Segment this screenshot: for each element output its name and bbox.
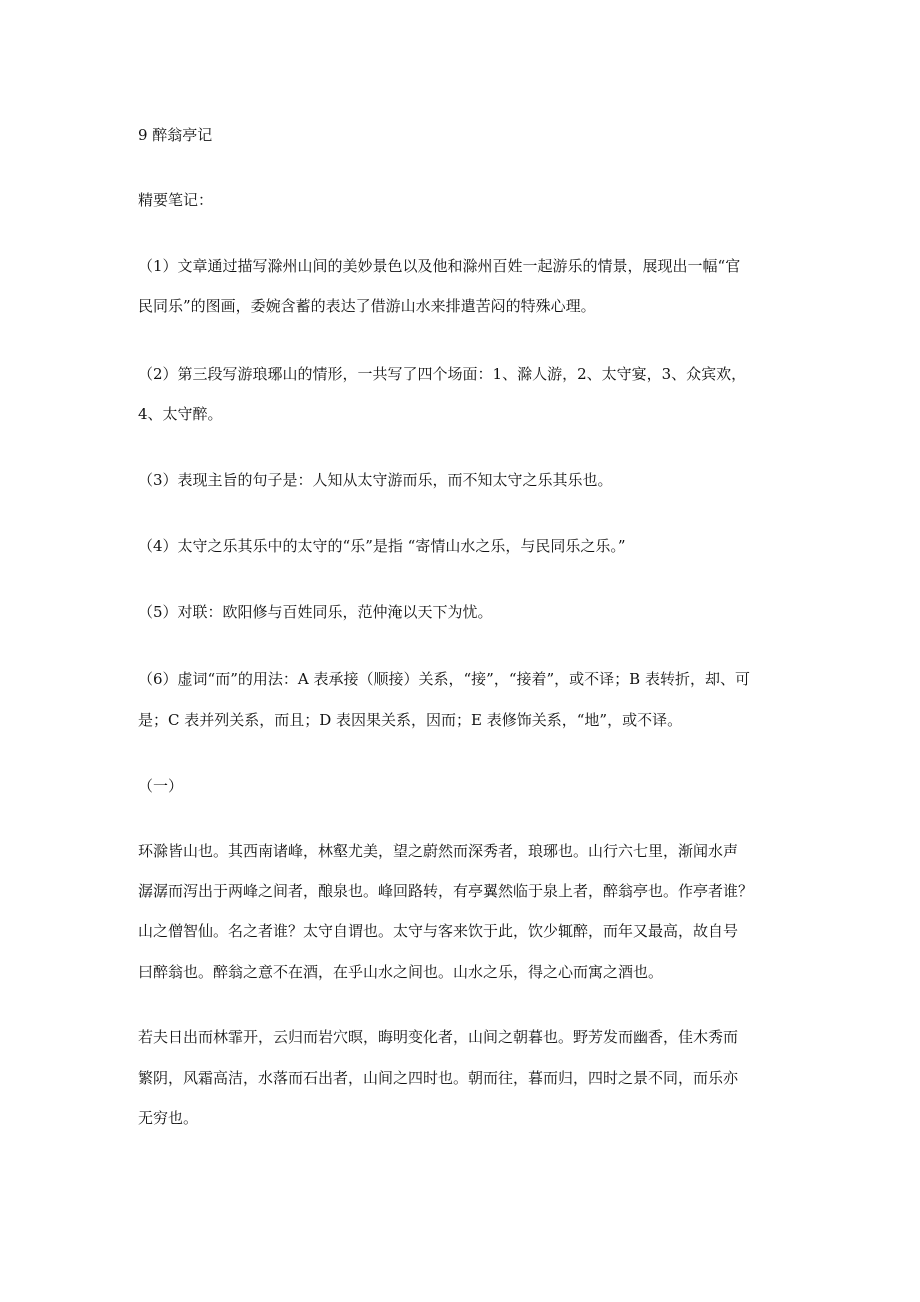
note-2-line-1: （2）第三段写游琅琊山的情形，一共写了四个场面：1、滁人游，2、太守宴，3、众宾欢，: [138, 365, 747, 383]
note-1-line-1: （1）文章通过描写滁州山间的美妙景色以及他和滁州百姓一起游乐的情景，展现出一幅“官: [138, 257, 741, 275]
passage-2-line-2: 繁阴，风霜高洁，水落而石出者，山间之四时也。朝而往，暮而归，四时之景不同，而乐亦: [138, 1069, 739, 1087]
note-2-line-2: 4、太守醉。: [138, 405, 223, 423]
note-1-line-2: 民同乐”的图画，委婉含蓄的表达了借游山水来排遣苦闷的特殊心理。: [138, 297, 596, 315]
passage-1-line-4: 曰醉翁也。醉翁之意不在酒，在乎山水之间也。山水之乐，得之心而寓之酒也。: [138, 963, 664, 981]
note-6-line-2: 是；C 表并列关系，而且；D 表因果关系，因而；E 表修饰关系，“地”，或不译。: [138, 711, 683, 729]
note-3: （3）表现主旨的句子是：人知从太守游而乐，而不知太守之乐其乐也。: [138, 471, 613, 489]
note-4: （4）太守之乐其乐中的太守的“乐”是指 “寄情山水之乐，与民同乐之乐。”: [138, 537, 626, 555]
passage-2-line-3: 无穷也。: [138, 1109, 199, 1127]
note-6-line-1: （6）虚词“而”的用法：A 表承接（顺接）关系，“接”，“接着”，或不译；B 表转折，却、可: [138, 670, 750, 688]
passage-2-line-1: 若夫日出而林霏开，云归而岩穴暝，晦明变化者，山间之朝暮也。野芳发而幽香，佳木秀而: [138, 1028, 739, 1046]
passage-1-line-1: 环滁皆山也。其西南诸峰，林壑尤美，望之蔚然而深秀者，琅琊也。山行六七里，渐闻水声: [138, 842, 739, 860]
passage-1-line-3: 山之僧智仙。名之者谁？太守自谓也。太守与客来饮于此，饮少辄醉，而年又最高，故自号: [138, 922, 739, 940]
note-5: （5）对联：欧阳修与百姓同乐，范仲淹以天下为忧。: [138, 603, 493, 621]
notes-heading: 精要笔记：: [138, 191, 214, 209]
document-title: 9 醉翁亭记: [138, 126, 213, 144]
passage-1-line-2: 潺潺而泻出于两峰之间者，酿泉也。峰回路转，有亭翼然临于泉上者，醉翁亭也。作亭者谁？: [138, 882, 754, 900]
section-marker: （一）: [138, 777, 184, 795]
